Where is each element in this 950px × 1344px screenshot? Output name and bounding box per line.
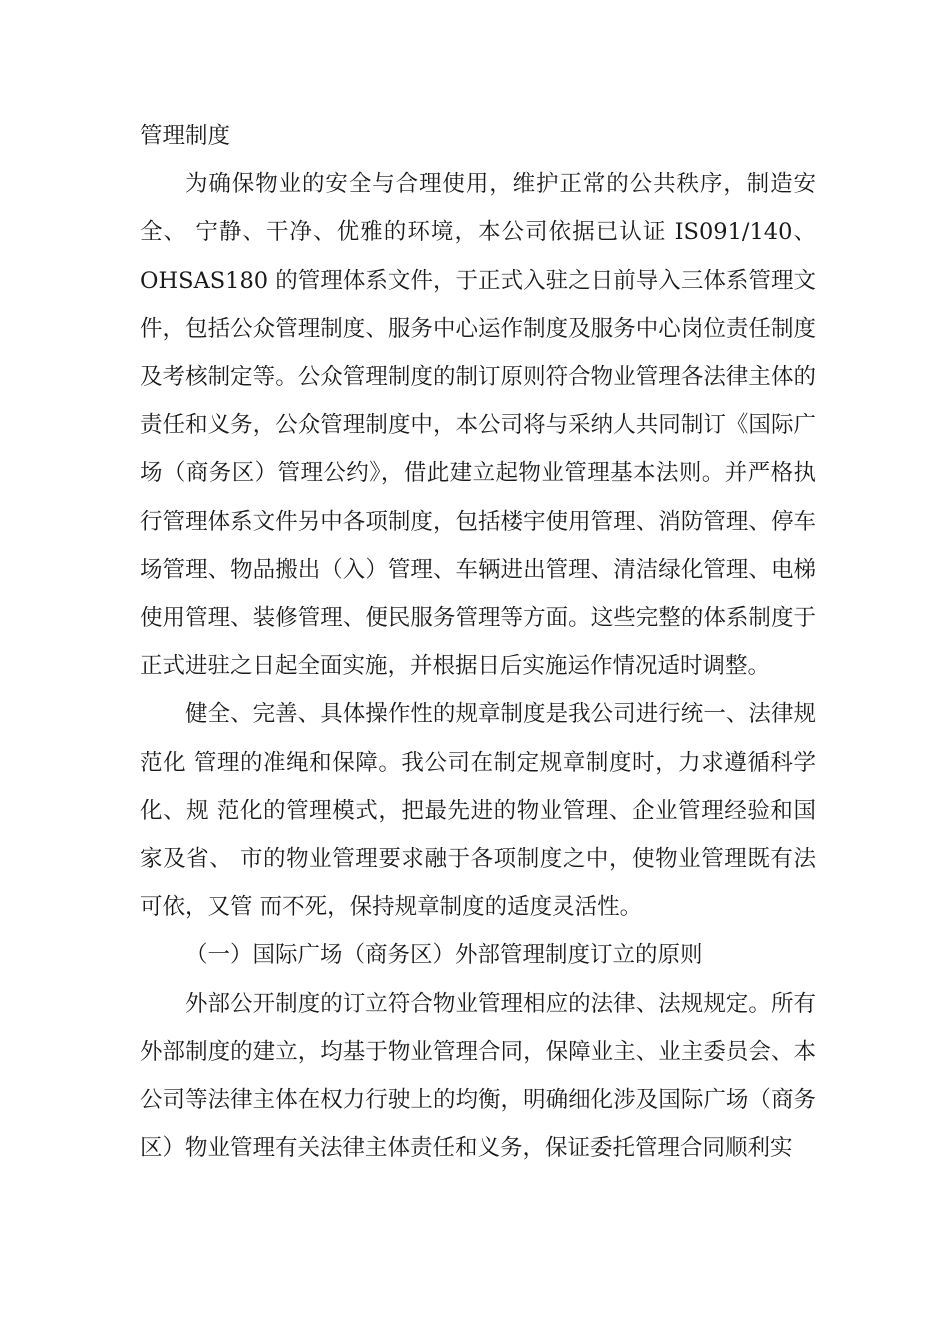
paragraph-security-system: 为确保物业的安全与合理使用，维护正常的公共秩序，制造安全、 宁静、干净、优雅的环境，本公司依据已认证 IS091/140、OHSAS180 的管理体系文件，于正式入驻之日前导入三体系管理文件，包括公众管理制度、服务中心运作制度及服务中心岗位责任制度及考核制定等。公众管理制度的制订原则符合物业管理各法律主体的责任和义务，公众管理制度中，本公司将与采纳人共同制订《国际广场（商务区）管理公约》，借此建立起物业管理基本法则。并严格执行管理体系文件另中各项制度，包括楼宇使用管理、消防管理、停车场管理、物品搬出（入）管理、车辆进出管理、清洁绿化管理、电梯使用管理、装修管理、便民服务管理等方面。这些完整的体系制度于正式进驻之日起全面实施，并根据日后实施运作情况适时调整。 — [140, 171, 816, 680]
paragraph-rules-principles: 健全、完善、具体操作性的规章制度是我公司进行统一、法律规范化 管理的准绳和保障。我公司在制定规章制度时，力求遵循科学化、规 范化的管理模式，把最先进的物业管理、企业管理经验和国家及省、 市的物业管理要求融于各项制度之中，使物业管理既有法可依，又管 而不死，保持规章制度的适度灵活性。 — [140, 701, 816, 921]
section-heading-external-rules: （一）国际广场（商务区）外部管理制度订立的原则 — [185, 942, 703, 969]
paragraph-external-rules: 外部公开制度的订立符合物业管理相应的法律、法规规定。所有外部制度的建立，均基于物业管理合同，保障业主、业主委员会、本公司等法律主体在权力行驶上的均衡，明确细化涉及国际广场（商务区）物业管理有关法律主体责任和义务，保证委托管理合同顺利实 — [140, 990, 816, 1162]
document-body — [140, 112, 816, 1172]
document-heading: 管理制度 — [140, 123, 231, 149]
